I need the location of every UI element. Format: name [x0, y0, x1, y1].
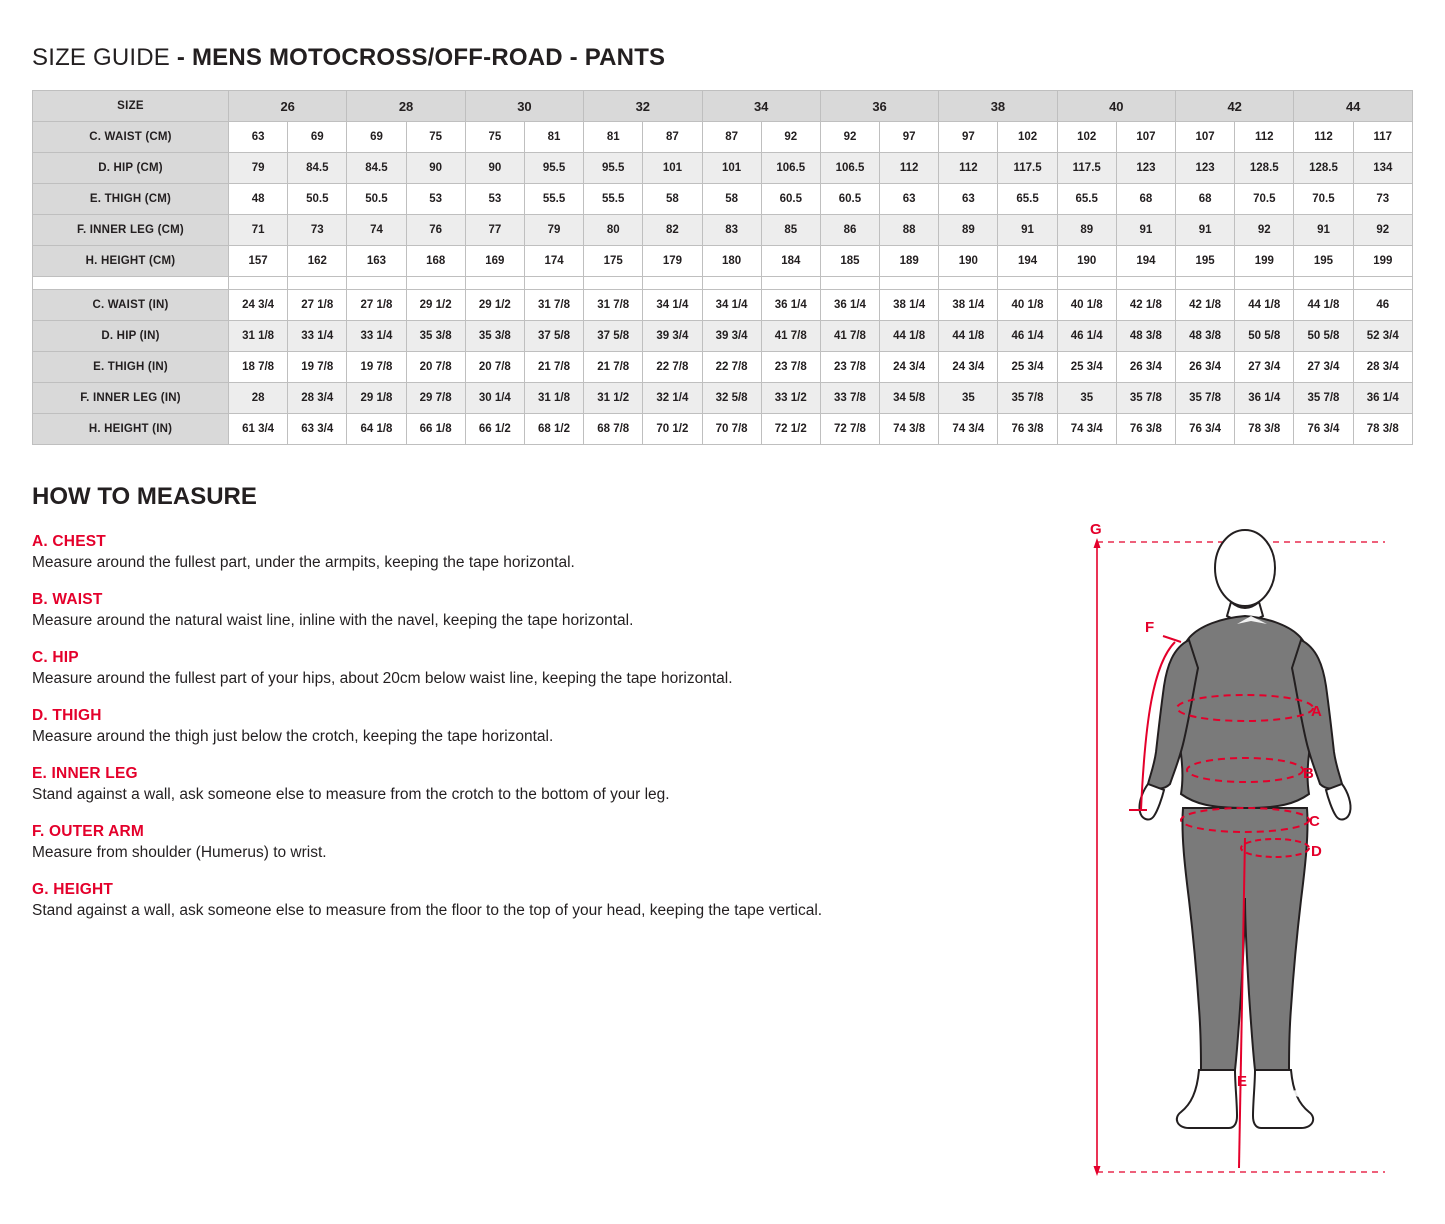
row-label: F. INNER LEG (IN) — [33, 383, 229, 414]
table-cell: 36 1/4 — [1235, 383, 1294, 414]
table-cell: 46 1/4 — [1057, 321, 1116, 352]
table-cell: 46 1/4 — [998, 321, 1057, 352]
table-cell: 190 — [1057, 246, 1116, 277]
table-cell: 33 7/8 — [820, 383, 879, 414]
table-cell: 123 — [1116, 153, 1175, 184]
outer-arm-start-tick — [1163, 636, 1181, 642]
table-cell: 50.5 — [347, 184, 406, 215]
table-cell: 112 — [880, 153, 939, 184]
measure-description: Stand against a wall, ask someone else to measure from the floor to the top of your head, keeping the tape vertical. — [32, 901, 823, 919]
table-cell: 88 — [880, 215, 939, 246]
table-cell: 82 — [643, 215, 702, 246]
table-cell: 76 — [406, 215, 465, 246]
table-spacer-cell — [524, 277, 583, 290]
table-cell: 84.5 — [288, 153, 347, 184]
table-cell: 22 7/8 — [643, 352, 702, 383]
label-e: E — [1237, 1073, 1248, 1090]
table-spacer-cell — [643, 277, 702, 290]
header-size-label: SIZE — [33, 91, 229, 122]
table-cell: 35 7/8 — [998, 383, 1057, 414]
table-cell: 69 — [288, 122, 347, 153]
table-cell: 194 — [998, 246, 1057, 277]
table-cell: 92 — [820, 122, 879, 153]
table-spacer-cell — [465, 277, 524, 290]
table-cell: 76 3/8 — [998, 414, 1057, 445]
table-cell: 92 — [1353, 215, 1412, 246]
table-cell: 44 1/8 — [939, 321, 998, 352]
table-spacer-cell — [820, 277, 879, 290]
table-cell: 80 — [584, 215, 643, 246]
table-cell: 28 3/4 — [288, 383, 347, 414]
table-cell: 19 7/8 — [288, 352, 347, 383]
table-cell: 90 — [406, 153, 465, 184]
table-cell: 60.5 — [761, 184, 820, 215]
table-cell: 34 1/4 — [702, 290, 761, 321]
table-cell: 48 — [229, 184, 288, 215]
table-cell: 70 1/2 — [643, 414, 702, 445]
table-cell: 76 3/4 — [1294, 414, 1353, 445]
size-table-body — [33, 122, 1413, 445]
label-c: C — [1309, 813, 1320, 830]
table-cell: 44 1/8 — [1294, 290, 1353, 321]
table-cell: 63 — [880, 184, 939, 215]
table-spacer-cell — [939, 277, 998, 290]
table-cell: 19 7/8 — [347, 352, 406, 383]
table-cell: 66 1/8 — [406, 414, 465, 445]
table-cell: 91 — [1176, 215, 1235, 246]
table-spacer-cell — [406, 277, 465, 290]
table-cell: 77 — [465, 215, 524, 246]
table-cell: 38 1/4 — [880, 290, 939, 321]
row-label: E. THIGH (IN) — [33, 352, 229, 383]
table-cell: 36 1/4 — [761, 290, 820, 321]
table-spacer-cell — [880, 277, 939, 290]
table-cell: 23 7/8 — [761, 352, 820, 383]
table-cell: 35 7/8 — [1176, 383, 1235, 414]
table-cell: 20 7/8 — [465, 352, 524, 383]
table-cell: 91 — [1116, 215, 1175, 246]
table-row — [33, 290, 1413, 321]
table-row — [33, 352, 1413, 383]
table-cell: 18 7/8 — [229, 352, 288, 383]
table-cell: 91 — [998, 215, 1057, 246]
table-cell: 128.5 — [1235, 153, 1294, 184]
table-cell: 31 7/8 — [524, 290, 583, 321]
table-cell: 34 1/4 — [643, 290, 702, 321]
table-cell: 53 — [406, 184, 465, 215]
table-cell: 29 7/8 — [406, 383, 465, 414]
table-cell: 32 1/4 — [643, 383, 702, 414]
table-cell: 117 — [1353, 122, 1412, 153]
table-cell: 180 — [702, 246, 761, 277]
header-size-42: 42 — [1176, 91, 1294, 122]
table-cell: 179 — [643, 246, 702, 277]
table-cell: 106.5 — [761, 153, 820, 184]
table-cell: 23 7/8 — [820, 352, 879, 383]
table-row — [33, 246, 1413, 277]
measure-block — [32, 765, 1092, 806]
table-cell: 189 — [880, 246, 939, 277]
table-cell: 39 3/4 — [702, 321, 761, 352]
table-cell: 92 — [1235, 215, 1294, 246]
table-cell: 48 3/8 — [1176, 321, 1235, 352]
table-cell: 26 3/4 — [1176, 352, 1235, 383]
table-cell: 69 — [347, 122, 406, 153]
table-spacer-cell — [1176, 277, 1235, 290]
table-cell: 52 3/4 — [1353, 321, 1412, 352]
table-cell: 73 — [288, 215, 347, 246]
table-cell: 95.5 — [584, 153, 643, 184]
table-cell: 199 — [1353, 246, 1412, 277]
table-cell: 68 1/2 — [524, 414, 583, 445]
table-cell: 106.5 — [820, 153, 879, 184]
table-cell: 199 — [1235, 246, 1294, 277]
table-cell: 86 — [820, 215, 879, 246]
table-cell: 81 — [584, 122, 643, 153]
table-cell: 76 3/8 — [1116, 414, 1175, 445]
table-cell: 40 1/8 — [998, 290, 1057, 321]
measure-description: Measure around the natural waist line, inline with the navel, keeping the tape horizontal. — [32, 611, 634, 629]
table-cell: 66 1/2 — [465, 414, 524, 445]
table-cell: 107 — [1176, 122, 1235, 153]
measure-heading: D. THIGH — [32, 706, 102, 724]
table-cell: 34 5/8 — [880, 383, 939, 414]
table-cell: 29 1/2 — [465, 290, 524, 321]
table-cell: 70.5 — [1294, 184, 1353, 215]
table-row — [33, 414, 1413, 445]
table-cell: 65.5 — [998, 184, 1057, 215]
table-cell: 32 5/8 — [702, 383, 761, 414]
header-size-32: 32 — [584, 91, 702, 122]
table-cell: 40 1/8 — [1057, 290, 1116, 321]
table-cell: 27 1/8 — [288, 290, 347, 321]
table-cell: 37 5/8 — [524, 321, 583, 352]
table-spacer-cell — [1057, 277, 1116, 290]
table-cell: 31 1/2 — [584, 383, 643, 414]
table-cell: 63 — [939, 184, 998, 215]
label-f: F — [1145, 619, 1155, 636]
table-cell: 46 — [1353, 290, 1412, 321]
table-cell: 63 3/4 — [288, 414, 347, 445]
table-cell: 36 1/4 — [820, 290, 879, 321]
table-cell: 195 — [1176, 246, 1235, 277]
table-row — [33, 184, 1413, 215]
table-spacer-cell — [702, 277, 761, 290]
table-cell: 89 — [939, 215, 998, 246]
table-cell: 162 — [288, 246, 347, 277]
table-cell: 33 1/4 — [347, 321, 406, 352]
size-table — [32, 90, 1413, 445]
table-cell: 117.5 — [998, 153, 1057, 184]
table-cell: 39 3/4 — [643, 321, 702, 352]
measure-description: Measure from shoulder (Humerus) to wrist. — [32, 843, 327, 861]
row-label: E. THIGH (CM) — [33, 184, 229, 215]
table-cell: 27 1/8 — [347, 290, 406, 321]
table-cell: 79 — [229, 153, 288, 184]
table-cell: 33 1/2 — [761, 383, 820, 414]
table-cell: 24 3/4 — [229, 290, 288, 321]
table-cell: 31 7/8 — [584, 290, 643, 321]
table-cell: 169 — [465, 246, 524, 277]
label-a: A — [1311, 703, 1322, 720]
label-d: D — [1311, 843, 1322, 860]
table-cell: 185 — [820, 246, 879, 277]
table-cell: 63 — [229, 122, 288, 153]
header-size-38: 38 — [939, 91, 1057, 122]
body-measurement-diagram — [1085, 520, 1415, 1200]
table-cell: 75 — [465, 122, 524, 153]
table-cell: 41 7/8 — [820, 321, 879, 352]
height-arrow-bottom — [1094, 1166, 1101, 1176]
table-cell: 157 — [229, 246, 288, 277]
table-cell: 20 7/8 — [406, 352, 465, 383]
table-spacer-cell — [288, 277, 347, 290]
table-cell: 195 — [1294, 246, 1353, 277]
measure-block — [32, 591, 1092, 632]
table-spacer-cell — [347, 277, 406, 290]
measure-block — [32, 881, 1092, 922]
measure-block — [32, 707, 1092, 748]
table-cell: 68 7/8 — [584, 414, 643, 445]
measure-heading: B. WAIST — [32, 590, 103, 608]
table-cell: 184 — [761, 246, 820, 277]
header-size-28: 28 — [347, 91, 465, 122]
height-arrow-top — [1094, 538, 1101, 548]
table-spacer-cell — [1294, 277, 1353, 290]
table-cell: 24 3/4 — [939, 352, 998, 383]
header-size-34: 34 — [702, 91, 820, 122]
table-cell: 190 — [939, 246, 998, 277]
table-cell: 74 3/8 — [880, 414, 939, 445]
table-cell: 107 — [1116, 122, 1175, 153]
table-cell: 101 — [643, 153, 702, 184]
table-cell: 76 3/4 — [1176, 414, 1235, 445]
label-g: G — [1090, 521, 1102, 538]
page-title-suffix: - MENS MOTOCROSS/OFF-ROAD - PANTS — [170, 44, 666, 71]
page-title-prefix: SIZE GUIDE — [32, 44, 171, 71]
table-cell: 68 — [1176, 184, 1235, 215]
table-cell: 41 7/8 — [761, 321, 820, 352]
table-cell: 50.5 — [288, 184, 347, 215]
table-cell: 78 3/8 — [1353, 414, 1412, 445]
table-row — [33, 321, 1413, 352]
table-cell: 72 1/2 — [761, 414, 820, 445]
table-cell: 112 — [1235, 122, 1294, 153]
measure-description: Stand against a wall, ask someone else to measure from the crotch to the bottom of your leg. — [32, 785, 670, 803]
measure-heading: G. HEIGHT — [32, 880, 114, 898]
table-cell: 21 7/8 — [524, 352, 583, 383]
table-cell: 33 1/4 — [288, 321, 347, 352]
table-cell: 97 — [880, 122, 939, 153]
header-size-36: 36 — [820, 91, 938, 122]
table-cell: 73 — [1353, 184, 1412, 215]
size-table-head — [33, 91, 1413, 122]
table-row — [33, 122, 1413, 153]
table-cell: 58 — [702, 184, 761, 215]
table-cell: 102 — [998, 122, 1057, 153]
table-cell: 70 7/8 — [702, 414, 761, 445]
table-cell: 194 — [1116, 246, 1175, 277]
table-cell: 65.5 — [1057, 184, 1116, 215]
table-cell: 28 — [229, 383, 288, 414]
table-cell: 72 7/8 — [820, 414, 879, 445]
header-size-30: 30 — [465, 91, 583, 122]
table-cell: 90 — [465, 153, 524, 184]
table-cell: 36 1/4 — [1353, 383, 1412, 414]
table-row — [33, 153, 1413, 184]
table-cell: 102 — [1057, 122, 1116, 153]
table-cell: 30 1/4 — [465, 383, 524, 414]
table-cell: 128.5 — [1294, 153, 1353, 184]
table-cell: 112 — [939, 153, 998, 184]
table-cell: 75 — [406, 122, 465, 153]
page-title — [32, 44, 1413, 72]
table-cell: 29 1/2 — [406, 290, 465, 321]
table-cell: 22 7/8 — [702, 352, 761, 383]
table-cell: 78 3/8 — [1235, 414, 1294, 445]
table-cell: 85 — [761, 215, 820, 246]
table-cell: 24 3/4 — [880, 352, 939, 383]
table-cell: 44 1/8 — [1235, 290, 1294, 321]
table-spacer-cell — [998, 277, 1057, 290]
table-cell: 163 — [347, 246, 406, 277]
table-cell: 168 — [406, 246, 465, 277]
label-b: B — [1303, 765, 1314, 782]
table-cell: 48 3/8 — [1116, 321, 1175, 352]
table-row — [33, 383, 1413, 414]
row-label: H. HEIGHT (CM) — [33, 246, 229, 277]
how-to-measure-section — [32, 483, 1092, 921]
row-label: C. WAIST (IN) — [33, 290, 229, 321]
table-cell: 27 3/4 — [1294, 352, 1353, 383]
table-cell: 21 7/8 — [584, 352, 643, 383]
table-cell: 68 — [1116, 184, 1175, 215]
table-row — [33, 215, 1413, 246]
measure-heading: C. HIP — [32, 648, 79, 666]
table-cell: 134 — [1353, 153, 1412, 184]
table-cell: 87 — [702, 122, 761, 153]
header-size-44: 44 — [1294, 91, 1413, 122]
table-spacer-cell — [33, 277, 229, 290]
table-cell: 37 5/8 — [584, 321, 643, 352]
table-cell: 81 — [524, 122, 583, 153]
table-cell: 174 — [524, 246, 583, 277]
table-cell: 101 — [702, 153, 761, 184]
measure-description: Measure around the thigh just below the crotch, keeping the tape horizontal. — [32, 727, 554, 745]
table-cell: 71 — [229, 215, 288, 246]
measure-block — [32, 649, 1092, 690]
table-cell: 97 — [939, 122, 998, 153]
table-spacer-cell — [584, 277, 643, 290]
row-label: C. WAIST (CM) — [33, 122, 229, 153]
how-to-measure-heading: HOW TO MEASURE — [32, 483, 257, 510]
table-cell: 25 3/4 — [998, 352, 1057, 383]
table-cell: 42 1/8 — [1176, 290, 1235, 321]
table-cell: 35 — [1057, 383, 1116, 414]
header-size-26: 26 — [229, 91, 347, 122]
table-cell: 74 — [347, 215, 406, 246]
table-cell: 112 — [1294, 122, 1353, 153]
row-label: D. HIP (CM) — [33, 153, 229, 184]
table-cell: 64 1/8 — [347, 414, 406, 445]
table-cell: 79 — [524, 215, 583, 246]
table-cell: 38 1/4 — [939, 290, 998, 321]
row-label: H. HEIGHT (IN) — [33, 414, 229, 445]
table-cell: 35 — [939, 383, 998, 414]
table-cell: 35 7/8 — [1116, 383, 1175, 414]
table-spacer-cell — [1353, 277, 1412, 290]
table-cell: 74 3/4 — [939, 414, 998, 445]
table-spacer-cell — [229, 277, 288, 290]
table-cell: 50 5/8 — [1235, 321, 1294, 352]
measure-heading: F. OUTER ARM — [32, 822, 145, 840]
row-label: F. INNER LEG (CM) — [33, 215, 229, 246]
size-table-header-row — [33, 91, 1413, 122]
table-cell: 31 1/8 — [229, 321, 288, 352]
table-cell: 60.5 — [820, 184, 879, 215]
table-cell: 61 3/4 — [229, 414, 288, 445]
table-cell: 123 — [1176, 153, 1235, 184]
table-spacer-cell — [1116, 277, 1175, 290]
table-cell: 55.5 — [584, 184, 643, 215]
table-cell: 175 — [584, 246, 643, 277]
table-spacer-cell — [1235, 277, 1294, 290]
table-cell: 35 3/8 — [465, 321, 524, 352]
table-cell: 50 5/8 — [1294, 321, 1353, 352]
table-cell: 25 3/4 — [1057, 352, 1116, 383]
table-cell: 44 1/8 — [880, 321, 939, 352]
table-cell: 117.5 — [1057, 153, 1116, 184]
table-cell: 95.5 — [524, 153, 583, 184]
table-cell: 74 3/4 — [1057, 414, 1116, 445]
measure-heading: A. CHEST — [32, 533, 106, 550]
measure-block — [32, 823, 1092, 864]
header-size-40: 40 — [1057, 91, 1175, 122]
table-cell: 89 — [1057, 215, 1116, 246]
row-label: D. HIP (IN) — [33, 321, 229, 352]
table-cell: 92 — [761, 122, 820, 153]
table-cell: 35 3/8 — [406, 321, 465, 352]
table-cell: 53 — [465, 184, 524, 215]
table-cell: 91 — [1294, 215, 1353, 246]
table-cell: 26 3/4 — [1116, 352, 1175, 383]
table-cell: 58 — [643, 184, 702, 215]
measure-description: Measure around the fullest part of your hips, about 20cm below waist line, keeping the tape horizontal. — [32, 669, 733, 687]
table-cell: 35 7/8 — [1294, 383, 1353, 414]
table-cell: 27 3/4 — [1235, 352, 1294, 383]
measure-heading: E. INNER LEG — [32, 764, 138, 782]
measure-instructions-list — [32, 533, 1092, 921]
measure-block — [32, 533, 1092, 574]
table-spacer-cell — [761, 277, 820, 290]
table-cell: 42 1/8 — [1116, 290, 1175, 321]
table-cell: 84.5 — [347, 153, 406, 184]
table-cell: 55.5 — [524, 184, 583, 215]
table-spacer-row — [33, 277, 1413, 290]
table-cell: 31 1/8 — [524, 383, 583, 414]
measure-description: Measure around the fullest part, under the armpits, keeping the tape horizontal. — [32, 554, 575, 571]
table-cell: 70.5 — [1235, 184, 1294, 215]
table-cell: 29 1/8 — [347, 383, 406, 414]
table-cell: 28 3/4 — [1353, 352, 1412, 383]
table-cell: 83 — [702, 215, 761, 246]
table-cell: 87 — [643, 122, 702, 153]
